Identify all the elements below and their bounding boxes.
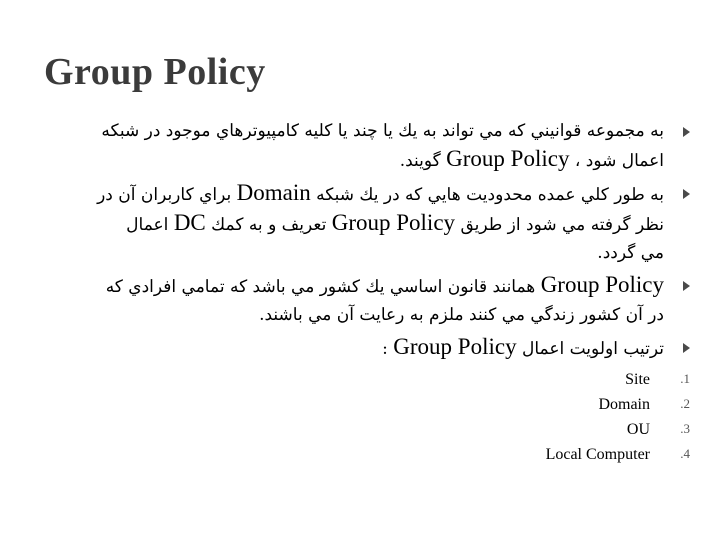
- list-item-number: 1.: [680, 371, 690, 386]
- latin-term: Group Policy: [446, 146, 570, 171]
- bullet-arrow-icon: [683, 343, 690, 353]
- list-item-number: 3.: [680, 421, 690, 436]
- bullet-arrow-icon: [683, 127, 690, 137]
- bullet-item: [40, 117, 690, 175]
- list-item: [40, 367, 690, 392]
- bullet-line: به مجموعه قوانيني كه مي تواند به يك يا چند يا كليه كامپيوترهاي موجود در شبكه: [101, 121, 664, 141]
- bullet-arrow-icon: [683, 281, 690, 291]
- slide-title: Group Policy: [44, 51, 266, 93]
- bullet-arrow-icon: [683, 189, 690, 199]
- bullet-line: اعمال شود ، Group Policy گويند.: [399, 146, 664, 171]
- list-item-text: OU: [626, 421, 650, 438]
- latin-term: Group Policy: [540, 272, 664, 297]
- list-item-text: Domain: [598, 396, 650, 413]
- list-item: [40, 442, 690, 467]
- bullet-line: Group Policy همانند قانون اساسي يك كشور مي باشد كه تمامي افرادي كه: [105, 272, 664, 297]
- bullet-line: به طور كلي عمده محدوديت هايي كه در يك شبكه Domain براي كاربران آن در: [97, 180, 664, 205]
- slide-content: [40, 117, 690, 467]
- bullet-item: [40, 271, 690, 329]
- list-item-number: 4.: [680, 446, 690, 461]
- list-item-text: Site: [625, 371, 650, 388]
- list-item: [40, 417, 690, 442]
- bullet-line: در آن كشور زندگي مي كنند ملزم به رعايت آن مي باشند.: [259, 305, 664, 325]
- bullet-item: [40, 179, 690, 267]
- bullet-line: نظر گرفته مي شود از طريق Group Policy تعريف و به كمك DC اعمال: [126, 210, 664, 235]
- list-item-number: 2.: [680, 396, 690, 411]
- bullet-item: [40, 333, 690, 363]
- list-item-text: Local Computer: [545, 446, 650, 463]
- bullet-line: مي گردد.: [597, 243, 664, 263]
- latin-term: DC: [173, 210, 206, 235]
- latin-term: Group Policy: [393, 334, 517, 359]
- bullet-line: ترتيب اولويت اعمال Group Policy :: [382, 334, 664, 359]
- latin-term: Domain: [236, 180, 311, 205]
- list-item: [40, 392, 690, 417]
- priority-list: [40, 367, 690, 467]
- latin-term: Group Policy: [331, 210, 456, 235]
